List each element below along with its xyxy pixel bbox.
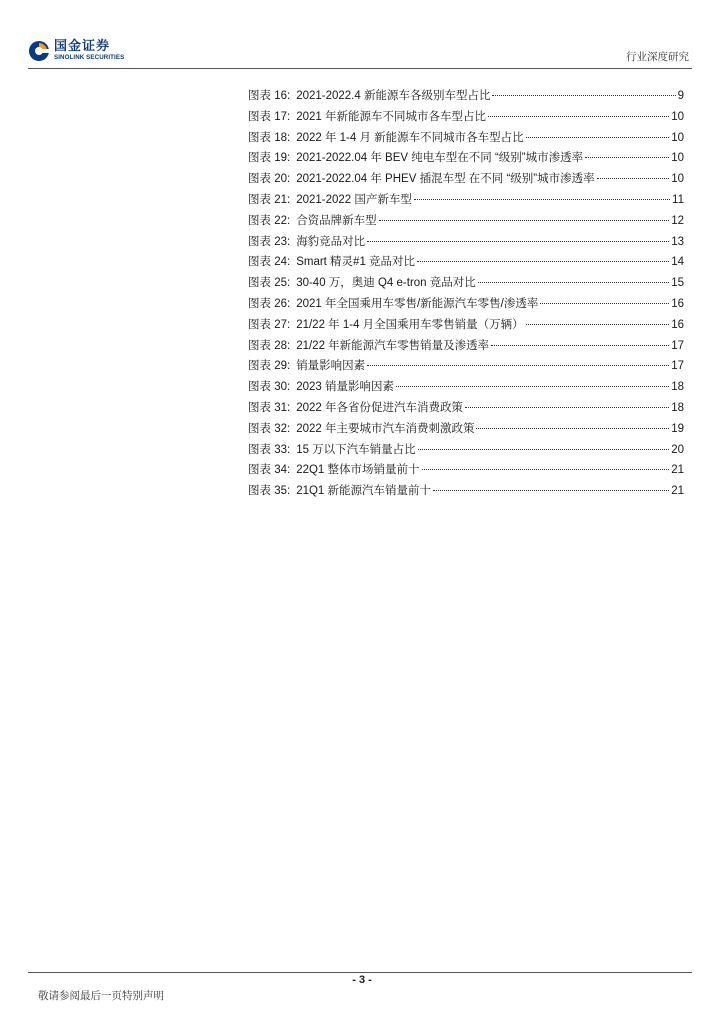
toc-entry-title: 2021 年全国乘用车零售/新能源汽车零售/渗透率 [296, 297, 539, 310]
header-divider [28, 68, 692, 69]
toc-entry[interactable] [248, 357, 684, 378]
toc-entry[interactable] [248, 399, 684, 420]
toc-entry[interactable] [248, 108, 684, 129]
toc-leader-dots [418, 449, 670, 450]
toc-entry[interactable] [248, 253, 684, 274]
toc-leader-dots [417, 261, 669, 262]
toc-entry-label: 图表 22: [248, 214, 291, 227]
toc-entry-title: 21Q1 新能源汽车销量前十 [296, 485, 432, 498]
toc-entry-title: 2022 年各省份促进汽车消费政策 [296, 401, 463, 414]
toc-entry-label: 图表 28: [248, 339, 291, 352]
toc-leader-dots [597, 178, 670, 179]
toc-entry-title: 2021-2022 国产新车型 [296, 193, 412, 206]
toc-entry-title: 销量影响因素 [296, 360, 366, 373]
toc-leader-dots [367, 365, 669, 366]
toc-entry-title: 22Q1 整体市场销量前十 [296, 464, 420, 477]
toc-leader-dots [526, 324, 670, 325]
toc-leader-dots [422, 469, 670, 470]
toc-entry-label: 图表 34: [248, 464, 291, 477]
toc-entry-page: 11 [672, 193, 684, 206]
toc-entry[interactable] [248, 274, 684, 295]
toc-leader-dots [585, 157, 669, 158]
toc-leader-dots [379, 220, 670, 221]
toc-entry-page: 9 [677, 90, 684, 102]
toc-entry-label: 图表 29: [248, 360, 291, 373]
toc-entry-title: 2021-2022.04 年 BEV 纯电车型在不同 “级别”城市渗透率 [296, 152, 584, 165]
toc-entry[interactable] [248, 233, 684, 254]
toc-leader-dots [492, 95, 675, 96]
toc-leader-dots [396, 386, 669, 387]
toc-entry-page: 10 [671, 131, 684, 144]
toc-entry[interactable] [248, 212, 684, 233]
sinolink-logo-icon [28, 40, 50, 62]
toc-entry-title: 2022 年 1-4 月 新能源车不同城市各车型占比 [296, 131, 524, 144]
toc-entry-label: 图表 32: [248, 422, 291, 435]
toc-entry-page: 13 [671, 235, 684, 248]
toc-entry-label: 图表 31: [248, 401, 291, 414]
toc-entry-page: 18 [671, 401, 684, 414]
toc-entry-page: 21 [671, 464, 684, 477]
toc-entry-page: 17 [671, 360, 684, 373]
toc-entry-page: 21 [671, 485, 684, 498]
toc-entry-title: 2023 销量影响因素 [296, 381, 394, 394]
toc-entry-label: 图表 19: [248, 152, 291, 165]
toc-entry-title: 2021 年新能源车不同城市各车型占比 [296, 110, 486, 123]
toc-entry-label: 图表 20: [248, 173, 291, 186]
toc-entry-page: 10 [671, 152, 684, 165]
toc-leader-dots [478, 282, 669, 283]
toc-entry-page: 20 [671, 443, 684, 456]
report-type-label: 行业深度研究 [626, 51, 689, 63]
toc-leader-dots [414, 199, 670, 200]
toc-entry[interactable] [248, 461, 684, 482]
toc-entry-page: 16 [671, 318, 684, 331]
page-number: - 3 - [352, 974, 372, 986]
toc-entry-page: 12 [671, 214, 684, 227]
toc-leader-dots [367, 241, 669, 242]
toc-entry-label: 图表 23: [248, 235, 291, 248]
toc-entry-title: Smart 精灵#1 竞品对比 [296, 256, 416, 269]
toc-entry-page: 17 [671, 339, 684, 352]
toc-entry-page: 10 [671, 110, 684, 123]
toc-entry[interactable] [248, 420, 684, 441]
toc-entry-title: 合资品牌新车型 [296, 214, 377, 227]
toc-entry-title: 2022 年主要城市汽车消费刺激政策 [296, 422, 475, 435]
toc-entry-label: 图表 27: [248, 318, 291, 331]
toc-leader-dots [476, 428, 669, 429]
toc-entry-page: 15 [671, 277, 684, 290]
toc-entry-label: 图表 18: [248, 131, 291, 144]
toc-entry-label: 图表 17: [248, 110, 291, 123]
toc-entry-title: 21/22 年新能源汽车零售销量及渗透率 [296, 339, 490, 352]
disclaimer-note: 敬请参阅最后一页特别声明 [38, 990, 164, 1002]
page-header [28, 40, 692, 70]
toc-entry-title: 15 万以下汽车销量占比 [296, 443, 416, 456]
toc-entry-label: 图表 33: [248, 443, 291, 456]
toc-leader-dots [465, 407, 669, 408]
toc-entry-title: 2021-2022.4 新能源车各级别车型占比 [296, 90, 491, 102]
toc-entry[interactable] [248, 170, 684, 191]
toc-entry-label: 图表 24: [248, 256, 291, 269]
sinolink-logo [28, 40, 124, 62]
toc-entry-page: 19 [671, 422, 684, 435]
toc-leader-dots [526, 137, 670, 138]
toc-entry[interactable] [248, 316, 684, 337]
toc-entry-page: 16 [671, 297, 684, 310]
footer-divider [28, 972, 692, 973]
figure-list [248, 87, 684, 503]
toc-entry[interactable] [248, 149, 684, 170]
toc-entry-page: 10 [671, 173, 684, 186]
toc-entry[interactable] [248, 441, 684, 462]
toc-entry-label: 图表 30: [248, 381, 291, 394]
toc-entry-title: 2021-2022.04 年 PHEV 插混车型 在不同 “级别”城市渗透率 [296, 173, 595, 186]
toc-entry-title: 海豹竞品对比 [296, 235, 366, 248]
toc-entry[interactable] [248, 482, 684, 503]
toc-leader-dots [491, 345, 669, 346]
toc-leader-dots [540, 303, 669, 304]
toc-entry-title: 30-40 万，奥迪 Q4 e-tron 竞品对比 [296, 277, 476, 290]
toc-entry[interactable] [248, 337, 684, 358]
toc-entry-title: 21/22 年 1-4 月全国乘用车零售销量（万辆） [296, 318, 524, 331]
toc-leader-dots [433, 490, 669, 491]
logo-chinese-name: 国金证券 [54, 39, 111, 55]
toc-entry-label: 图表 16: [248, 90, 291, 102]
toc-entry-page: 14 [671, 256, 684, 269]
toc-leader-dots [488, 116, 669, 117]
toc-entry-label: 图表 26: [248, 297, 291, 310]
toc-entry-label: 图表 25: [248, 277, 291, 290]
toc-entry[interactable] [248, 87, 684, 108]
toc-entry[interactable] [248, 191, 684, 212]
toc-entry[interactable] [248, 129, 684, 150]
toc-entry-label: 图表 21: [248, 193, 291, 206]
toc-entry[interactable] [248, 295, 684, 316]
toc-entry-label: 图表 35: [248, 485, 291, 498]
logo-english-name: SINOLINK SECURITIES [54, 54, 125, 62]
toc-entry-page: 18 [671, 381, 684, 394]
toc-entry[interactable] [248, 378, 684, 399]
